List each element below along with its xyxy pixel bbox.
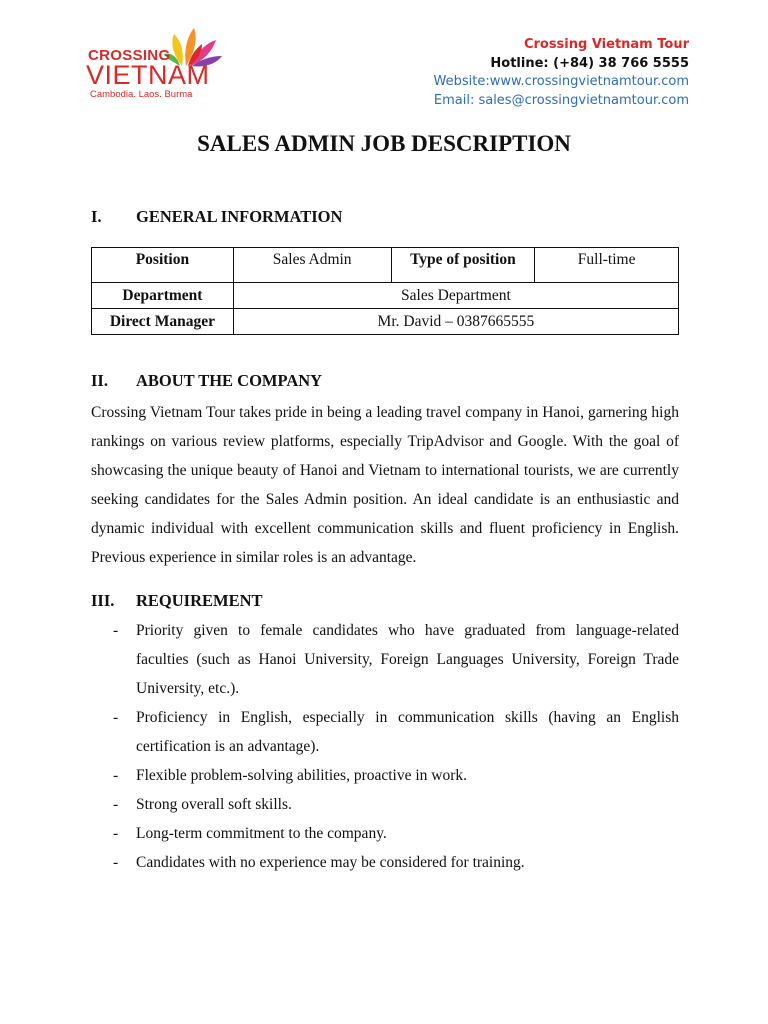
department-value: Sales Department bbox=[233, 283, 678, 309]
section-heading-about-the-company bbox=[91, 371, 322, 391]
section-title: GENERAL INFORMATION bbox=[136, 207, 343, 226]
list-item bbox=[91, 616, 679, 703]
requirement-text: Flexible problem-solving abilities, proactive in work. bbox=[136, 767, 468, 784]
requirement-text: Long-term commitment to the company. bbox=[136, 825, 387, 842]
department-label: Department bbox=[92, 283, 234, 309]
requirement-list bbox=[91, 616, 679, 877]
requirement-text: Candidates with no experience may be considered for training. bbox=[136, 854, 525, 871]
section-heading-general-information bbox=[91, 207, 342, 227]
table-row bbox=[92, 309, 679, 335]
hotline-text: Hotline: (+84) 38 766 5555 bbox=[490, 55, 689, 71]
company-logo bbox=[86, 22, 236, 100]
document-title: SALES ADMIN JOB DESCRIPTION bbox=[197, 131, 571, 156]
website-link[interactable]: Website:www.crossingvietnamtour.com bbox=[433, 74, 689, 89]
section-title: REQUIREMENT bbox=[136, 591, 263, 610]
requirement-text: Priority given to female candidates who have graduated from language-related faculties (such as Hanoi University, Foreign Languages University, Foreign Trade University, etc.). bbox=[136, 622, 679, 697]
list-item bbox=[91, 848, 679, 877]
list-item bbox=[91, 819, 679, 848]
table-row bbox=[92, 248, 679, 283]
bullet-dash: - bbox=[113, 622, 119, 639]
position-value: Sales Admin bbox=[233, 248, 391, 283]
list-item bbox=[91, 790, 679, 819]
bullet-dash: - bbox=[113, 854, 119, 871]
section-title: ABOUT THE COMPANY bbox=[136, 371, 323, 390]
requirement-text: Strong overall soft skills. bbox=[136, 796, 292, 813]
direct-manager-value: Mr. David – 0387665555 bbox=[233, 309, 678, 335]
bullet-dash: - bbox=[113, 825, 119, 842]
logo-tagline: Cambodia. Laos. Burma bbox=[90, 89, 193, 100]
section-number: I. bbox=[91, 207, 102, 226]
bullet-dash: - bbox=[113, 767, 119, 784]
contact-block bbox=[434, 36, 689, 110]
logo-word-vietnam: VIETNAM bbox=[86, 60, 210, 90]
position-label: Position bbox=[92, 248, 234, 283]
type-of-position-label: Type of position bbox=[391, 248, 535, 283]
general-information-table bbox=[91, 247, 679, 335]
bullet-dash: - bbox=[113, 796, 119, 813]
requirement-text: Proficiency in English, especially in communication skills (having an English certification is an advantage). bbox=[136, 709, 679, 755]
email-link[interactable]: Email: sales@crossingvietnamtour.com bbox=[433, 92, 689, 108]
table-row bbox=[92, 283, 679, 309]
direct-manager-label: Direct Manager bbox=[92, 309, 234, 335]
company-name: Crossing Vietnam Tour bbox=[523, 37, 689, 52]
type-of-position-value: Full-time bbox=[535, 248, 679, 283]
about-company-paragraph: Crossing Vietnam Tour takes pride in being a leading travel company in Hanoi, garnering high rankings on various review platforms, especially TripAdvisor and Google. With the goal of showcasing the unique beauty of Hanoi and Vietnam to international tourists, we are currently seeking candidates for the Sales Admin position. An ideal candidate is an enthusiastic and dynamic individual with excellent communication skills and fluent proficiency in English. Previous experience in similar roles is an advantage. bbox=[91, 404, 679, 566]
list-item bbox=[91, 761, 679, 790]
section-heading-requirement bbox=[91, 591, 263, 611]
section-number: II. bbox=[91, 371, 108, 390]
logo-word-crossing: CROSSING bbox=[88, 47, 171, 64]
list-item bbox=[91, 703, 679, 761]
bullet-dash: - bbox=[113, 709, 119, 726]
section-number: III. bbox=[91, 591, 115, 610]
